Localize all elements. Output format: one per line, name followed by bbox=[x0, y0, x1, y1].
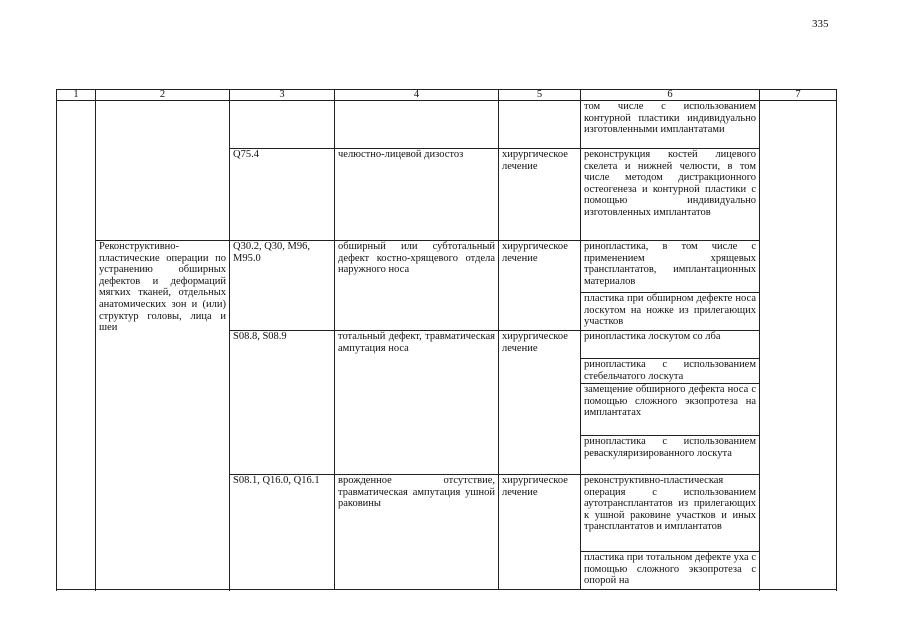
column-2-cell-empty bbox=[96, 101, 230, 241]
table-row bbox=[57, 101, 837, 149]
diagnosis-cell: обширный или субтотальный дефект костно-хрящевого отдела наружного носа bbox=[335, 241, 499, 331]
column-header-row bbox=[57, 90, 837, 101]
treatment-cell bbox=[499, 101, 581, 149]
page-number: 335 bbox=[812, 18, 829, 30]
method-cell: ринопластика с использованием стебельчатого лоскута bbox=[581, 359, 760, 384]
codes-cell: Q30.2, Q30, M96, M95.0 bbox=[230, 241, 335, 331]
codes-cell: S08.8, S08.9 bbox=[230, 331, 335, 475]
method-cell: реконструктивно-пластическая операция с использованием аутотрансплантатов из прилегающих к ушной раковине участков и иных трансплантатов и имплантатов bbox=[581, 475, 760, 552]
codes-cell bbox=[230, 101, 335, 149]
treatment-cell: хирургическое лечение bbox=[499, 241, 581, 331]
method-cell: ринопластика, в том числе с применением хрящевых трансплантатов, имплантационных материалов bbox=[581, 241, 760, 293]
diagnosis-cell: врожденное отсутствие, травматическая ампутация ушной раковины bbox=[335, 475, 499, 590]
codes-cell: Q75.4 bbox=[230, 149, 335, 241]
column-1-cell bbox=[57, 101, 96, 590]
column-header-1: 1 bbox=[57, 90, 96, 101]
treatment-cell: хирургическое лечение bbox=[499, 475, 581, 590]
method-cell: том числе с использованием контурной пластики индивидуально изготовленными имплантатами bbox=[581, 101, 760, 149]
column-7-cell bbox=[760, 101, 837, 590]
medical-procedures-table bbox=[56, 89, 837, 590]
diagnosis-cell: челюстно-лицевой дизостоз bbox=[335, 149, 499, 241]
diagnosis-cell: тотальный дефект, травматическая ампутация носа bbox=[335, 331, 499, 475]
column-header-3: 3 bbox=[230, 90, 335, 101]
method-cell: ринопластика лоскутом со лба bbox=[581, 331, 760, 359]
column-header-5: 5 bbox=[499, 90, 581, 101]
method-cell: пластика при тотальном дефекте уха с помощью сложного экзопротеза с опорой на bbox=[581, 552, 760, 590]
codes-cell: S08.1, Q16.0, Q16.1 bbox=[230, 475, 335, 590]
column-header-2: 2 bbox=[96, 90, 230, 101]
group-label-cell: Реконструктивно-пластические операции по устранению обширных дефектов и деформаций мягких тканей, отдельных анатомических зон и (или) структур головы, лица и шеи bbox=[96, 241, 230, 590]
method-cell: ринопластика с использованием реваскуляризированного лоскута bbox=[581, 436, 760, 475]
method-cell: замещение обширного дефекта носа с помощью сложного экзопротеза на имплантатах bbox=[581, 384, 760, 436]
method-cell: пластика при обширном дефекте носа лоскутом на ножке из прилегающих участков bbox=[581, 293, 760, 331]
column-header-7: 7 bbox=[760, 90, 837, 101]
method-cell: реконструкция костей лицевого скелета и нижней челюсти, в том числе методом дистракционного остеогенеза и контурной пластики с помощью индивидуально изготовленных имплантатов bbox=[581, 149, 760, 241]
treatment-cell: хирургическое лечение bbox=[499, 331, 581, 475]
column-header-4: 4 bbox=[335, 90, 499, 101]
treatment-cell: хирургическое лечение bbox=[499, 149, 581, 241]
diagnosis-cell bbox=[335, 101, 499, 149]
column-header-6: 6 bbox=[581, 90, 760, 101]
table-row bbox=[57, 241, 837, 293]
